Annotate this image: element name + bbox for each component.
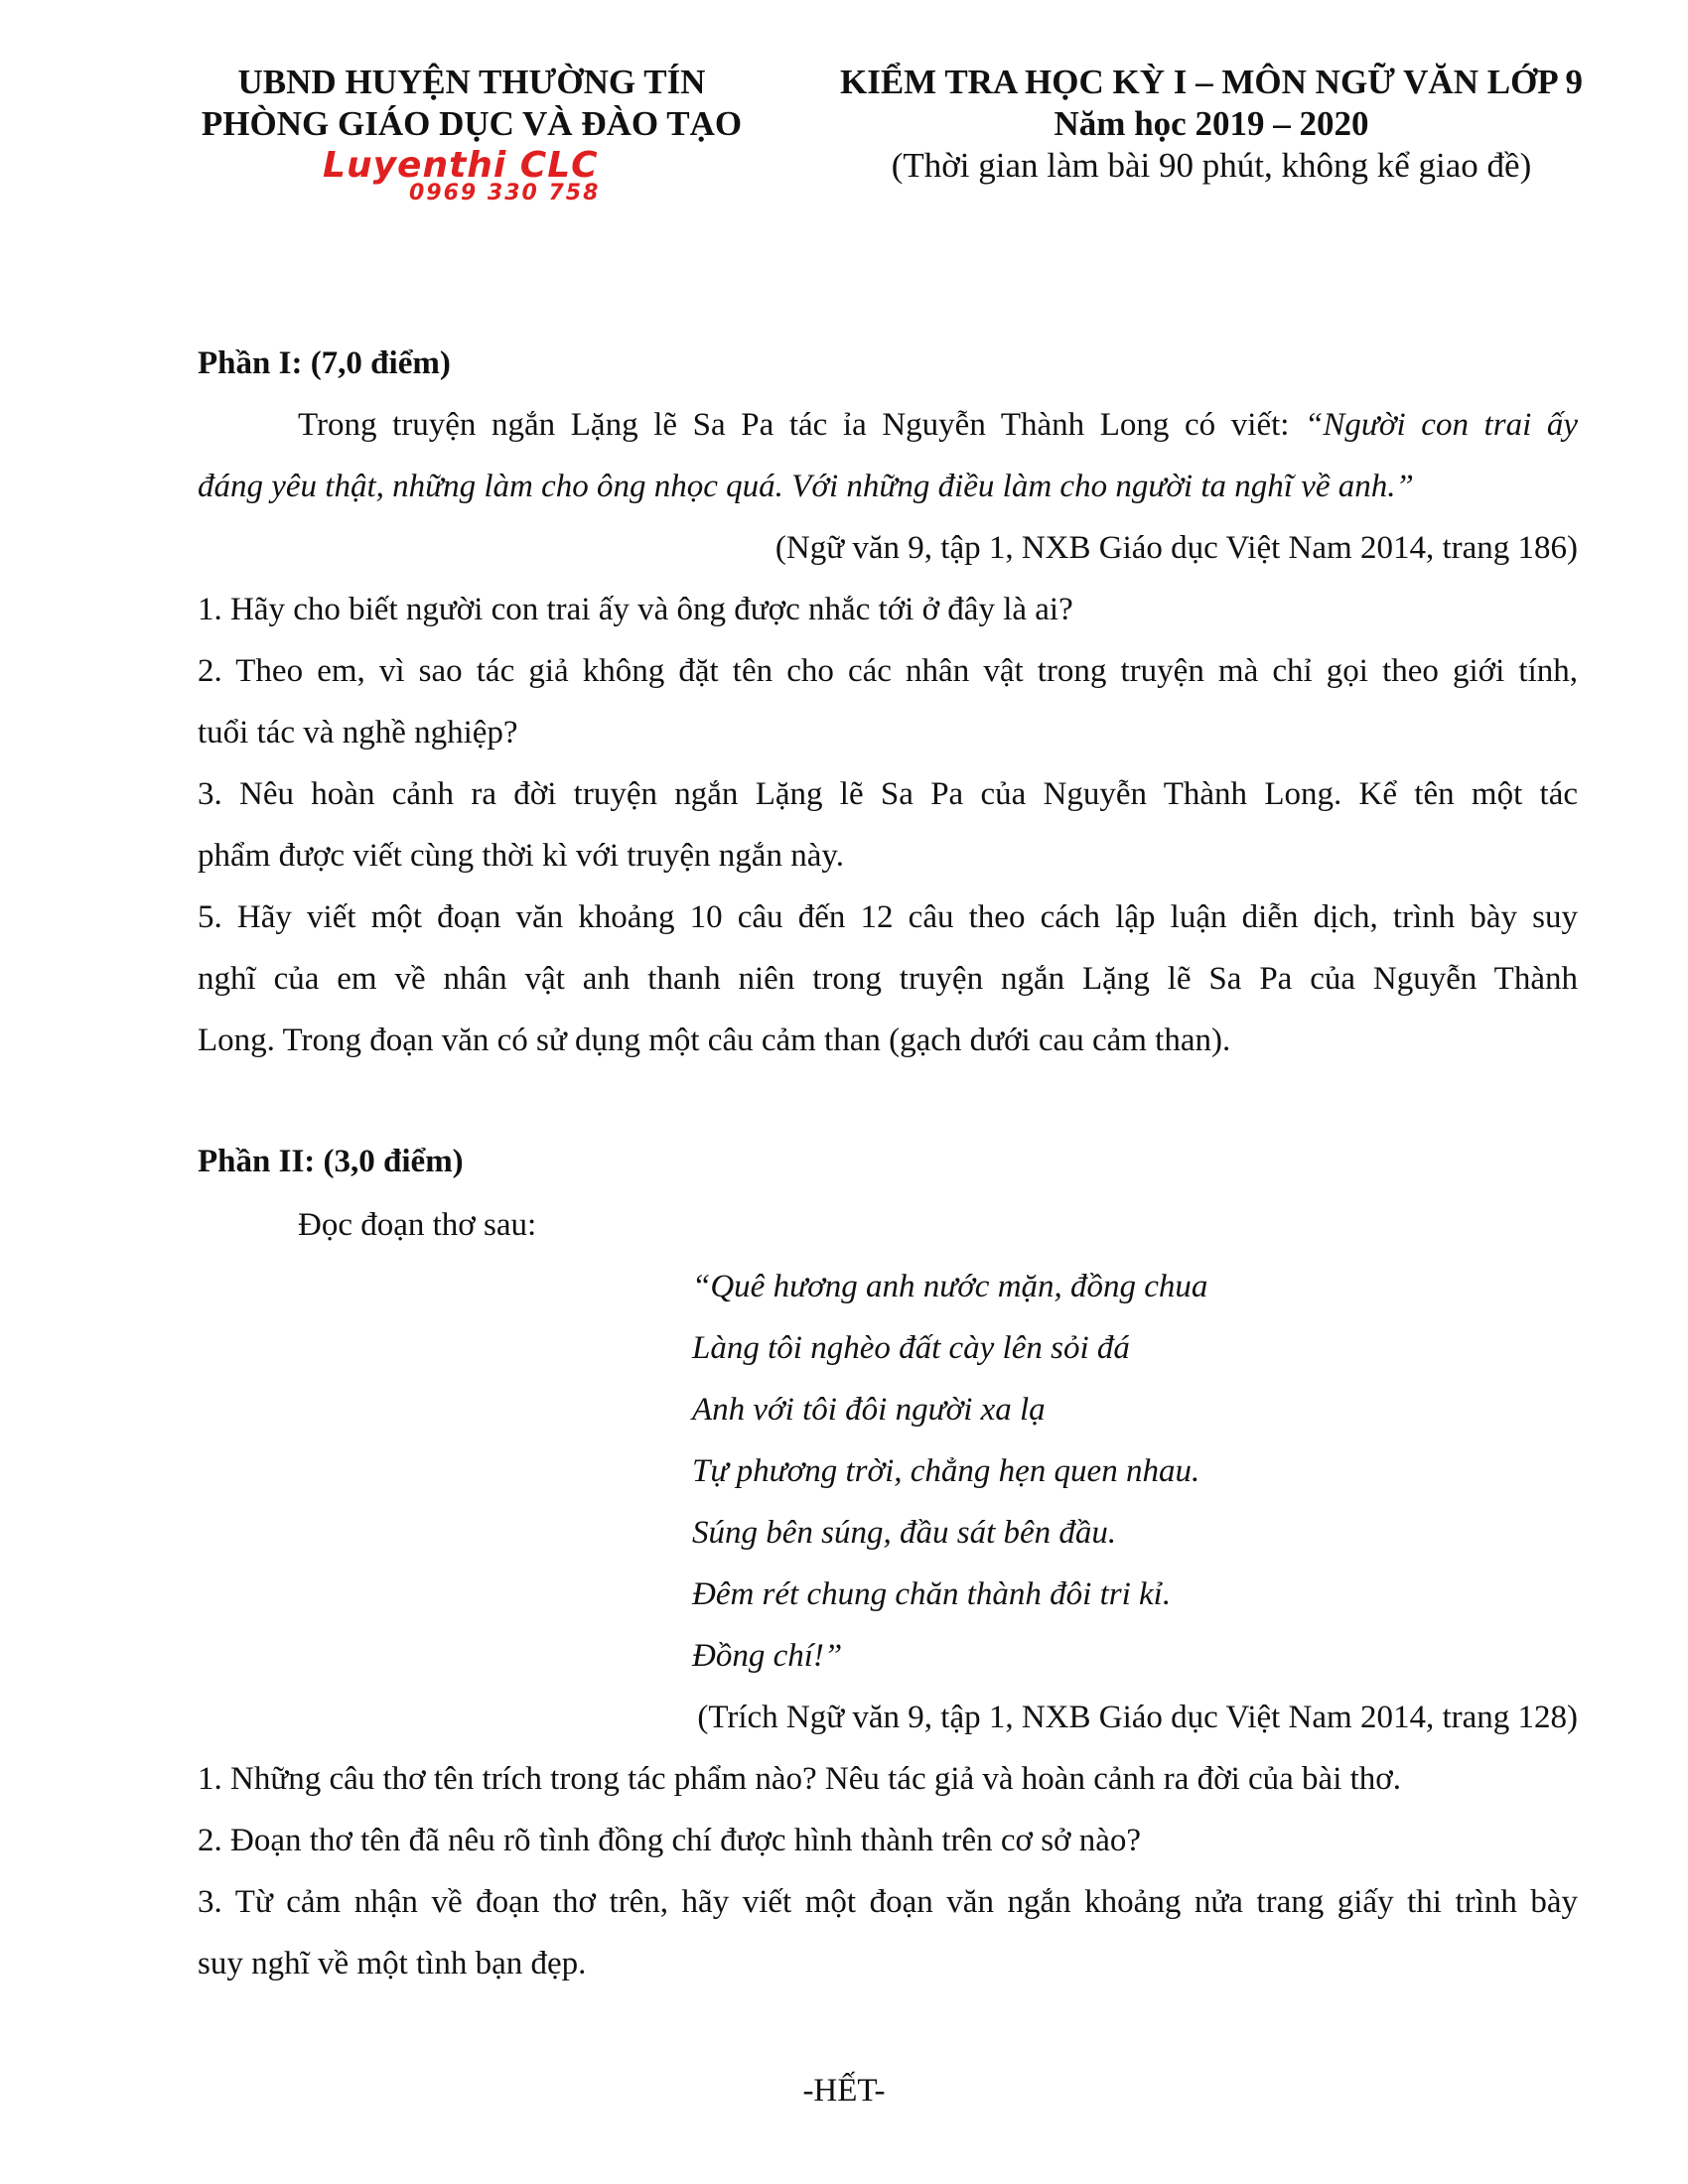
part1-question-2-line1: 2. Theo em, vì sao tác giả không đặt tên cho các nhân vật trong truyện mà chỉ gọi theo giới tính, (198, 653, 1578, 689)
brand-phone: 0969 330 758 (409, 181, 601, 205)
part1-title: Phần I: (7,0 điểm) (198, 345, 451, 381)
part2-question-3-line2: suy nghĩ về một tình bạn đẹp. (198, 1946, 587, 1981)
part2-question-1: 1. Những câu thơ tên trích trong tác phẩm nào? Nêu tác giả và hoàn cảnh ra đời của bài thơ. (198, 1761, 1401, 1797)
part2-intro: Đọc đoạn thơ sau: (298, 1207, 537, 1243)
poem-line: Súng bên súng, đầu sát bên đầu. (692, 1515, 1117, 1551)
poem-line: Đêm rét chung chăn thành đôi tri kỉ. (692, 1576, 1172, 1612)
poem-line: Đồng chí!” (692, 1638, 843, 1674)
part1-question-1: 1. Hãy cho biết người con trai ấy và ông được nhắc tới ở đây là ai? (198, 592, 1073, 627)
part1-question-2-line2: tuổi tác và nghề nghiệp? (198, 715, 518, 751)
header-district: UBND HUYỆN THƯỜNG TÍN (237, 63, 706, 101)
part2-question-3-line1: 3. Từ cảm nhận về đoạn thơ trên, hãy viết một đoạn văn ngắn khoảng nửa trang giấy thi trình bày (198, 1884, 1578, 1920)
part1-quote-start: “Người con trai ấy (1305, 407, 1578, 443)
part2-title: Phần II: (3,0 điểm) (198, 1144, 464, 1179)
part1-question-5-line3: Long. Trong đoạn văn có sử dụng một câu cảm than (gạch dưới cau cảm than). (198, 1023, 1231, 1058)
poem-line: “Quê hương anh nước mặn, đồng chua (692, 1269, 1208, 1304)
school-year: Năm học 2019 – 2020 (1054, 104, 1369, 143)
exam-duration: (Thời gian làm bài 90 phút, không kể giao đề) (891, 146, 1532, 185)
part2-question-2: 2. Đoạn thơ tên đã nêu rõ tình đồng chí được hình thành trên cơ sở nào? (198, 1823, 1142, 1858)
poem-line: Làng tôi nghèo đất cày lên sỏi đá (692, 1330, 1130, 1366)
part1-question-5-line2: nghĩ của em về nhân vật anh thanh niên trong truyện ngắn Lặng lẽ Sa Pa của Nguyễn Thành (198, 961, 1578, 997)
poem-line: Anh với tôi đôi người xa lạ (692, 1392, 1046, 1428)
header-department: PHÒNG GIÁO DỤC VÀ ĐÀO TẠO (201, 104, 743, 143)
part1-question-5-line1: 5. Hãy viết một đoạn văn khoảng 10 câu đến 12 câu theo cách lập luận diễn dịch, trình bày suy (198, 899, 1578, 935)
exam-title: KIỂM TRA HỌC KỲ I – MÔN NGỮ VĂN LỚP 9 (839, 63, 1583, 101)
brand-logo (323, 145, 599, 186)
poem-line: Tự phương trời, chẳng hẹn quen nhau. (692, 1453, 1200, 1489)
part1-question-3-line1: 3. Nêu hoàn cảnh ra đời truyện ngắn Lặng lẽ Sa Pa của Nguyễn Thành Long. Kể tên một tác (198, 776, 1578, 812)
brand-name: Luyenthi CLC (323, 145, 599, 186)
part1-question-3-line2: phẩm được viết cùng thời kì với truyện ngắn này. (198, 838, 844, 874)
part1-source: (Ngữ văn 9, tập 1, NXB Giáo dục Việt Nam 2014, trang 186) (774, 530, 1578, 566)
part2-source: (Trích Ngữ văn 9, tập 1, NXB Giáo dục Việt Nam 2014, trang 128) (697, 1700, 1578, 1735)
part1-intro-text: Trong truyện ngắn Lặng lẽ Sa Pa tác ỉa Nguyễn Thành Long có viết: (298, 407, 1306, 443)
part1-intro-line1 (298, 405, 1578, 445)
part1-quote-end: đáng yêu thật, những làm cho ông nhọc quá. Với những điều làm cho người ta nghĩ về anh.” (198, 469, 1414, 504)
end-marker: -HẾT- (802, 2073, 886, 2109)
